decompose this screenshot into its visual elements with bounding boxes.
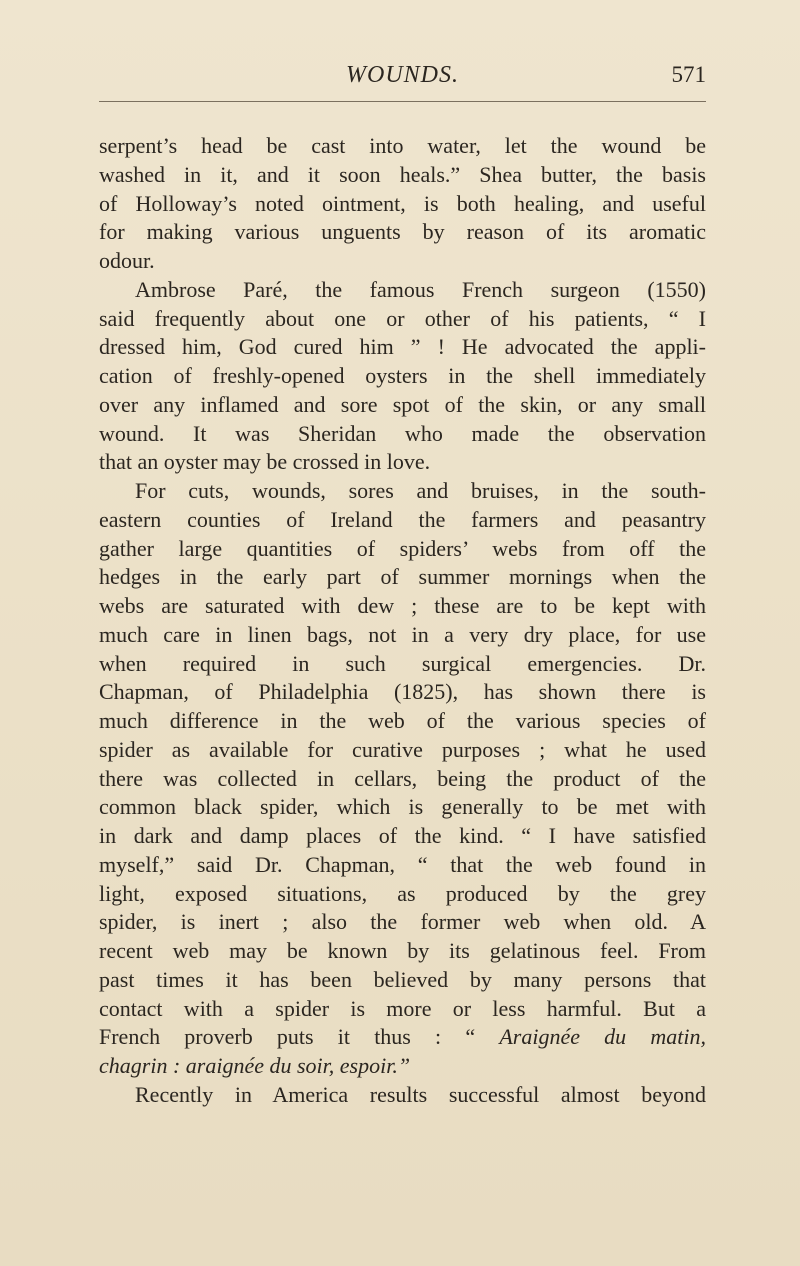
text-line: contact with a spider is more or less harmful. But a xyxy=(99,995,706,1021)
text-line: over any inflamed and sore spot of the skin, or any small xyxy=(99,391,706,417)
text-line: light, exposed situations, as produced by the grey xyxy=(99,880,706,906)
page-number: 571 xyxy=(671,62,706,87)
body-text xyxy=(99,132,706,1110)
text-line: Recently in America results successful almost beyond xyxy=(135,1081,706,1107)
text-line: much care in linen bags, not in a very dry place, for use xyxy=(99,621,706,647)
text-line: hedges in the early part of summer mornings when the xyxy=(99,564,706,590)
proverb-text: Araignée du matin, xyxy=(499,1024,706,1050)
text-line: serpent’s head be cast into water, let the wound be xyxy=(99,133,706,158)
text-line: chagrin : araignée du soir, espoir.” xyxy=(99,1053,411,1078)
text-line: eastern counties of Ireland the farmers and peasantry xyxy=(99,506,706,532)
running-head xyxy=(99,60,706,100)
text-line: Chapman, of Philadelphia (1825), has shown there is xyxy=(99,679,706,705)
text-line: washed in it, and it soon heals.” Shea butter, the basis xyxy=(99,161,706,187)
text-line: spider as available for curative purposes ; what he used xyxy=(99,736,706,762)
text-line: cation of freshly-opened oysters in the shell immediately xyxy=(99,363,706,388)
text-line: in dark and damp places of the kind. “ I have satisfied xyxy=(99,823,706,848)
running-title: WOUNDS. xyxy=(346,62,459,88)
text-line: much difference in the web of the various species of xyxy=(99,708,706,733)
text-line: dressed him, God cured him ” ! He advocated the appli- xyxy=(99,334,706,360)
text-line: common black spider, which is generally to be met with xyxy=(99,794,706,820)
text-line: odour. xyxy=(99,248,155,273)
text-line: that an oyster may be crossed in love. xyxy=(99,449,431,475)
text-line: when required in such surgical emergencies. Dr. xyxy=(99,650,706,676)
text-line: wound. It was Sheridan who made the observation xyxy=(99,420,706,446)
text-line: gather large quantities of spiders’ webs from off the xyxy=(99,535,706,561)
header-rule xyxy=(99,101,706,102)
text-line: there was collected in cellars, being the product of the xyxy=(99,765,706,791)
text-line: said frequently about one or other of his patients, “ I xyxy=(99,305,706,331)
text-line: Ambrose Paré, the famous French surgeon (1550) xyxy=(135,276,706,302)
text-line: For cuts, wounds, sores and bruises, in the south- xyxy=(135,478,706,503)
text-line: myself,” said Dr. Chapman, “ that the web found in xyxy=(99,851,706,877)
text-line: past times it has been believed by many persons that xyxy=(99,966,706,992)
text-line: of Holloway’s noted ointment, is both healing, and useful xyxy=(99,190,706,216)
text-line: webs are saturated with dew ; these are to be kept with xyxy=(99,593,706,618)
text-line: recent web may be known by its gelatinous feel. From xyxy=(99,938,706,963)
text-line: French proverb puts it thus : “ Araignée du matin, xyxy=(99,1024,706,1050)
text-line: for making various unguents by reason of its aromatic xyxy=(99,219,706,245)
text-line: spider, is inert ; also the former web when old. A xyxy=(99,909,706,935)
